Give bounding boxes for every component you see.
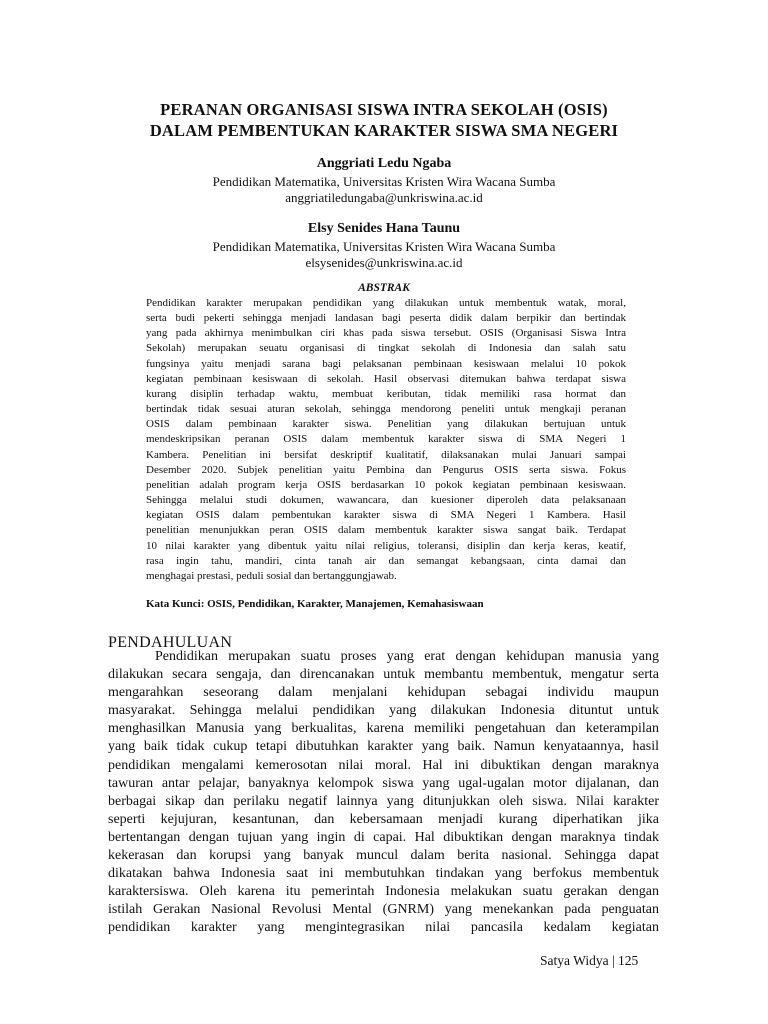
abstract-line: 10 nilai karakter yang dibentuk yaitu nilai religius, toleransi, disiplin dan kerja keras, keatif,	[146, 539, 626, 552]
abstract-line: menghagai prestasi, peduli sosial dan bertanggungjawab.	[146, 569, 397, 582]
body-line: Pendidikan merupakan suatu proses yang erat dengan kehidupan manusia yang	[155, 649, 659, 664]
abstract-text	[146, 296, 626, 584]
title-line-2: DALAM PEMBENTUKAN KARAKTER SISWA SMA NEGERI	[149, 121, 619, 140]
body-line: dilakukan secara sengaja, dan direncanakan untuk membantu membentuk, mengatur serta	[108, 667, 659, 683]
body-line: dikatakan bahwa Indonesia saat ini membutuhkan tindakan yang berfokus membentuk	[108, 866, 659, 882]
abstract-line: mendeskripsikan peranan OSIS dalam membentuk karakter siswa di SMA Negeri 1	[146, 433, 626, 446]
abstract-line: bertindak tidak sesuai aturan sekolah, sehingga mendorong peneliti untuk mengkaji peranan	[146, 403, 626, 416]
abstract-line: Desember 2020. Subjek penelitian yaitu Pembina dan Pengurus OSIS serta siswa. Fokus	[146, 463, 626, 476]
body-line: kekerasan dan korupsi yang banyak muncul dalam berita nasional. Sehingga dapat	[108, 848, 659, 864]
page-footer: Satya Widya | 125	[540, 953, 639, 968]
body-line: berbagai sikap dan perilaku negatif lainnya yang ditunjukkan oleh siswa. Nilai karakter	[108, 793, 659, 809]
body-line: yang baik tidak cukup tetapi dibutuhkan karakter yang baik. Namun kenyataannya, hasil	[108, 739, 659, 755]
abstract-heading: ABSTRAK	[358, 282, 410, 294]
body-line: mengarahkan seseorang dalam menjalani kehidupan sebagai individu maupun	[108, 685, 659, 701]
keywords: Kata Kunci: OSIS, Pendidikan, Karakter, Manajemen, Kemahasiswaan	[146, 598, 484, 610]
body-line: menghasilkan Manusia yang berkualitas, karena memiliki pengetahuan dan keterampilan	[108, 721, 659, 737]
abstract-line: kegiatan OSIS dalam pembentukan karakter siswa di SMA Negeri 1 Kambera. Hasil	[146, 509, 626, 522]
body-line: karaktersiswa. Oleh karena itu pemerintah Indonesia melakukan suatu gerakan dengan	[108, 884, 659, 900]
abstract-line: kurang disiplin terhadap waktu, membuat keributan, tidak memiliki rasa hormat dan	[146, 387, 626, 400]
author-name: Elsy Senides Hana Taunu	[307, 221, 461, 236]
author-email: elsysenides@unkriswina.ac.id	[305, 255, 463, 270]
author-name: Anggriati Ledu Ngaba	[316, 156, 452, 171]
body-line: istilah Gerakan Nasional Revolusi Mental (GNRM) yang menekankan pada penguatan	[108, 902, 659, 918]
abstract-line: Sekolah) merupakan seuatu organisasi di tingkat sekolah di Indonesia dan salah satu	[146, 342, 626, 355]
author-block-2	[0, 219, 768, 271]
title-line-1: PERANAN ORGANISASI SISWA INTRA SEKOLAH (OSIS)	[160, 100, 608, 119]
abstract-line: OSIS dalam pembinaan karakter siswa. Penelitian yang dilakukan bertujuan untuk	[146, 418, 626, 431]
author-affiliation: Pendidikan Matematika, Universitas Kristen Wira Wacana Sumba	[212, 174, 556, 189]
body-line: tawuran antar pelajar, banyaknya kelompok siswa yang ugal-ugalan motor dijalanan, dan	[108, 775, 659, 791]
author-block-1	[0, 154, 768, 206]
abstract-line: yang pada akhirnya menimbulkan ciri khas pada siswa tersebut. OSIS (Organisasi Siswa Intra	[146, 327, 626, 340]
section-heading: PENDAHULUAN	[108, 634, 233, 652]
body-text	[108, 648, 659, 938]
author-affiliation: Pendidikan Matematika, Universitas Kristen Wira Wacana Sumba	[212, 239, 556, 254]
body-line: bertentangan dengan tujuan yang ingin di capai. Hal dibuktikan dengan maraknya tindak	[108, 829, 659, 845]
abstract-line: penelitian adalah program kerja OSIS berdasarkan 10 pokok kegiatan pembinaan kesiswaan.	[146, 478, 626, 491]
abstract-line: penelitian menunjukkan peran OSIS dalam membentuk karakter siswa sangat baik. Terdapat	[146, 524, 626, 537]
paper-title	[0, 99, 768, 141]
body-line: masyarakat. Sehingga melalui pendidikan yang dilakukan Indonesia dituntut untuk	[108, 703, 659, 719]
abstract-line: kegiatan pembinaan kesiswaan di sekolah. Hasil observasi ditemukan bahwa terdapat siswa	[146, 372, 626, 385]
abstract-line: Pendidikan karakter merupakan pendidikan yang dilakukan untuk membentuk watak, moral,	[146, 297, 626, 309]
abstract-line: rasa ingin tahu, mandiri, cinta tanah air dan semangat kebangsaan, cinta damai dan	[146, 554, 626, 567]
body-line: pendidikan mengalami kemerosotan nilai moral. Hal ini dibuktikan dengan maraknya	[108, 757, 659, 773]
abstract-line: serta budi pekerti sehingga menjadi landasan bagi peserta didik dalam berpikir dan bertindak	[146, 312, 626, 325]
body-line: pendidikan karakter yang mengintegrasikan nilai pancasila kedalam kegiatan	[108, 920, 659, 936]
abstract-line: Kambera. Penelitian ini bersifat deskriptif kualitatif, dilaksanakan mulai Januari sampai	[146, 448, 626, 461]
abstract-line: fungsinya yaitu menjadi sarana bagi pelaksanan pembinaan kesiswaan melalui 10 pokok	[146, 357, 626, 370]
body-line: seperti kejujuran, kesantunan, dan kebersamaan menjadi kurang diperhatikan jika	[108, 811, 659, 827]
abstract-line: Sehingga melalui studi dokumen, wawancara, dan kuesioner diperoleh data pelaksanaan	[146, 494, 626, 507]
author-email: anggriatiledungaba@unkriswina.ac.id	[285, 190, 483, 205]
